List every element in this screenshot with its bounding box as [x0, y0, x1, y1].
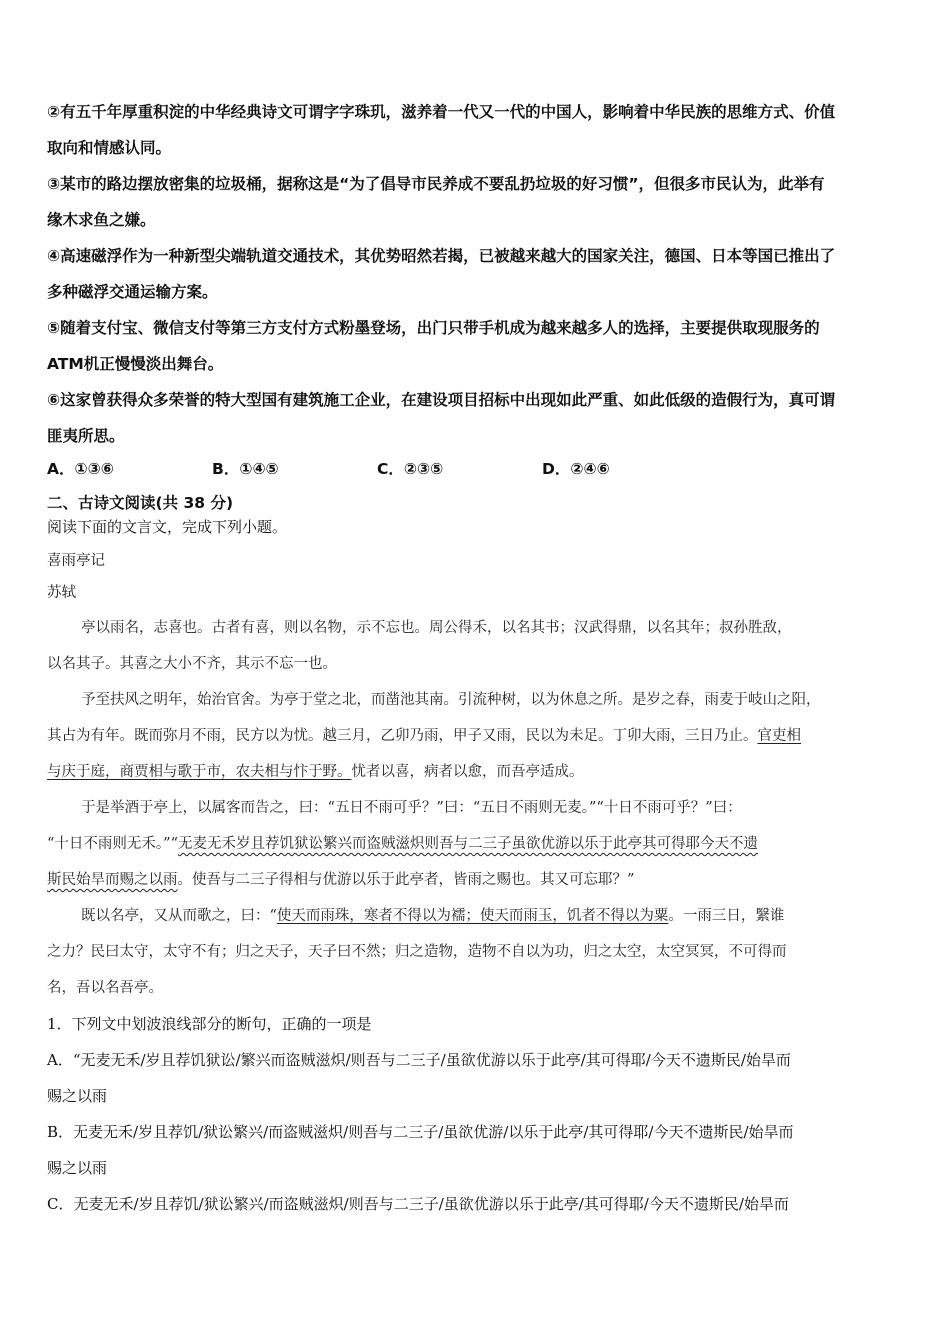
- sentence-4-line-1: ④高速磁浮作为一种新型尖端轨道交通技术，其优势昭然若揭，已被越来越大的国家关注，德国、日本等国已推出了: [47, 247, 836, 265]
- answer-options: [47, 456, 909, 482]
- section-title: 二、古诗文阅读(共 38 分): [47, 494, 234, 512]
- p2-line-3-text: 忧者以喜，病者以愈，而吾亭适成。: [351, 764, 584, 780]
- choice-c-line-1[interactable]: C．无麦无禾/岁且荐饥/狱讼繁兴/而盗贼滋炽/则吾与二三子/虽欲优游以乐于此亭/其可得耶/今天不遗斯民/始旱而: [47, 1195, 789, 1213]
- p4-line-3: 名，吾以名吾亭。: [47, 980, 163, 996]
- sentence-5-line-1: ⑤随着支付宝、微信支付等第三方支付方式粉墨登场，出门只带手机成为越来越多人的选择，主要提供取现服务的: [47, 319, 820, 337]
- choice-a-line-1[interactable]: A．“无麦无禾/岁且荐饥狱讼/繁兴而盗贼滋炽/则吾与二三子/虽欲优游以乐于此亭/其可得耶/今天不遗斯民/始旱而: [47, 1051, 791, 1069]
- option-a[interactable]: A．①③⑥: [47, 460, 114, 478]
- sentence-3-line-2: 缘木求鱼之嫌。: [47, 211, 156, 229]
- p4-line-1-tail: 。一雨三日，繄谁: [668, 908, 785, 924]
- p2-line-2: [47, 718, 909, 754]
- p3-line-2: [47, 826, 909, 862]
- sentence-list: [47, 94, 909, 454]
- sentence-4-line-2: 多种磁浮交通运输方案。: [47, 283, 218, 301]
- underlined-phrase-2: 与庆于庭，商贾相与歌于市，农夫相与忭于野。: [47, 764, 352, 780]
- sentence-6-line-2: 匪夷所思。: [47, 427, 125, 445]
- sentence-3-line-1: ③某市的路边摆放密集的垃圾桶，据称这是“为了倡导市民养成不要乱扔垃圾的好习惯”，但很多市民认为，此举有: [47, 175, 825, 193]
- sentence-2-line-1: ②有五千年厚重积淀的中华经典诗文可谓字字珠玑，滋养着一代又一代的中国人，影响着中华民族的思维方式、价值: [47, 103, 836, 121]
- essay-title: 喜雨亭记: [47, 553, 105, 569]
- p3-line-1: 于是举酒于亭上，以属客而告之，曰：“五日不雨可乎？”曰：“五日不雨则无麦。”“十日不雨可乎？”曰：: [81, 800, 742, 816]
- choice-a-line-2[interactable]: 赐之以雨: [47, 1087, 108, 1105]
- p1-line-2: 以名其子。其喜之大小不齐，其示不忘一也。: [47, 656, 337, 672]
- option-d[interactable]: D．②④⑥: [542, 460, 610, 478]
- option-b[interactable]: B．①④⑤: [212, 460, 279, 478]
- instruction: 阅读下面的文言文，完成下列小题。: [47, 518, 288, 536]
- question-1: [47, 1006, 909, 1222]
- question-stem: 1．下列文中划波浪线部分的断句，正确的一项是: [47, 1015, 372, 1033]
- p2-line-1: 予至扶风之明年，始治官舍。为亭于堂之北，而凿池其南。引流种树，以为休息之所。是岁之春，雨麦于岐山之阳，: [81, 692, 821, 708]
- wavy-phrase-2: 斯民始旱而赐之以雨: [47, 872, 178, 888]
- p4-line-1: [47, 898, 909, 934]
- p1-line-1: 亭以雨名，志喜也。古者有喜，则以名物，示不忘也。周公得禾，以名其书；汉武得鼎，以名其年；叔孙胜敌，: [81, 620, 792, 636]
- choice-b-line-1[interactable]: B．无麦无禾/岁且荐饥/狱讼繁兴/而盗贼滋炽/则吾与二三子/虽欲优游/以乐于此亭/其可得耶/今天不遗斯民/始旱而: [47, 1123, 794, 1141]
- choice-b-line-2[interactable]: 赐之以雨: [47, 1159, 108, 1177]
- p3-line-2-text: “十日不雨则无禾。”“: [47, 836, 178, 852]
- option-c[interactable]: C．②③⑤: [377, 460, 444, 478]
- p2-line-2-text: 其占为有年。既而弥月不雨，民方以为忧。越三月，乙卯乃雨，甲子又雨，民以为未足。丁卯大雨，三日乃止。: [47, 728, 758, 744]
- p2-line-3: [47, 754, 909, 790]
- p4-line-2: 之力？民曰太守，太守不有；归之天子，天子曰不然；归之造物，造物不自以为功，归之太空，太空冥冥，不可得而: [47, 944, 787, 960]
- p3-line-3-text: 。使吾与二三子得相与优游以乐于此亭者，皆雨之赐也。其又可忘耶？”: [177, 872, 635, 888]
- essay-author: 苏轼: [47, 585, 76, 601]
- essay-body: [47, 610, 909, 1006]
- sentence-6-line-1: ⑥这家曾获得众多荣誉的特大型国有建筑施工企业，在建设项目招标中出现如此严重、如此低级的造假行为，真可谓: [47, 391, 836, 409]
- p4-line-1-text: 既以名亭，又从而歌之，曰：“: [81, 908, 277, 924]
- underlined-phrase-3: 使天而雨珠，寒者不得以为襦；使天而雨玉，饥者不得以为粟: [276, 908, 669, 924]
- sentence-5-line-2: ATM机正慢慢淡出舞台。: [47, 355, 224, 373]
- wavy-phrase-1: 无麦无禾岁且荐饥狱讼繁兴而盗贼滋炽则吾与二三子虽欲优游以乐于此亭其可得耶今天不遗: [178, 836, 758, 852]
- p3-line-3: [47, 862, 909, 898]
- sentence-2-line-2: 取向和情感认同。: [47, 139, 172, 157]
- underlined-phrase-1: 官吏相: [757, 728, 801, 744]
